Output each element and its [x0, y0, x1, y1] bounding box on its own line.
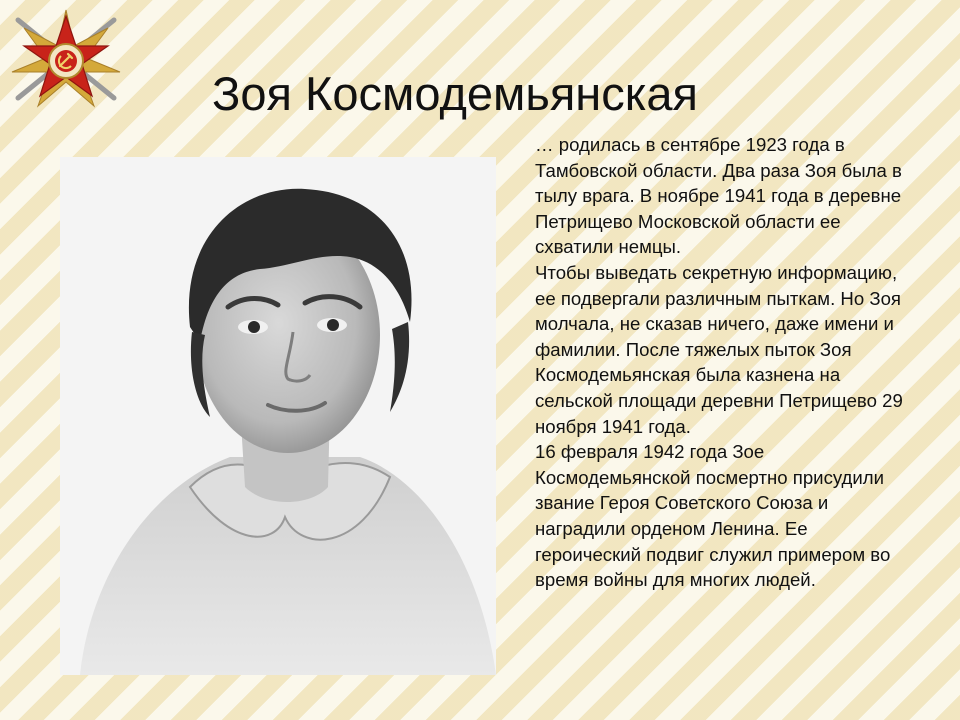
bio-paragraph: Чтобы выведать секретную информацию, ее подвергали различным пыткам. Но Зоя молчала, не сказав ничего, даже имени и фамилии. После тяжелых пыток Зоя Космодемьянская была казнена на сельской площади деревни Петрищево 29 ноября 1941 года.	[535, 261, 903, 437]
slide-title: Зоя Космодемьянская	[212, 67, 698, 120]
bio-paragraph: 16 февраля 1942 года Зое Космодемьянской посмертно присудили звание Героя Советского Союза и наградили орденом Ленина. Ее героический подвиг служил примером во время войны для многих людей.	[535, 441, 891, 591]
bio-paragraph: … родилась в сентябре 1923 года в Тамбовской области. Два раза Зоя была в тылу врага. В ноябре 1941 года в деревне Петрищево Московской области ее схватили немцы.	[535, 134, 902, 258]
biography-text	[535, 132, 915, 593]
portrait-photo	[60, 157, 496, 675]
order-of-the-patriotic-war-icon	[2, 6, 130, 114]
